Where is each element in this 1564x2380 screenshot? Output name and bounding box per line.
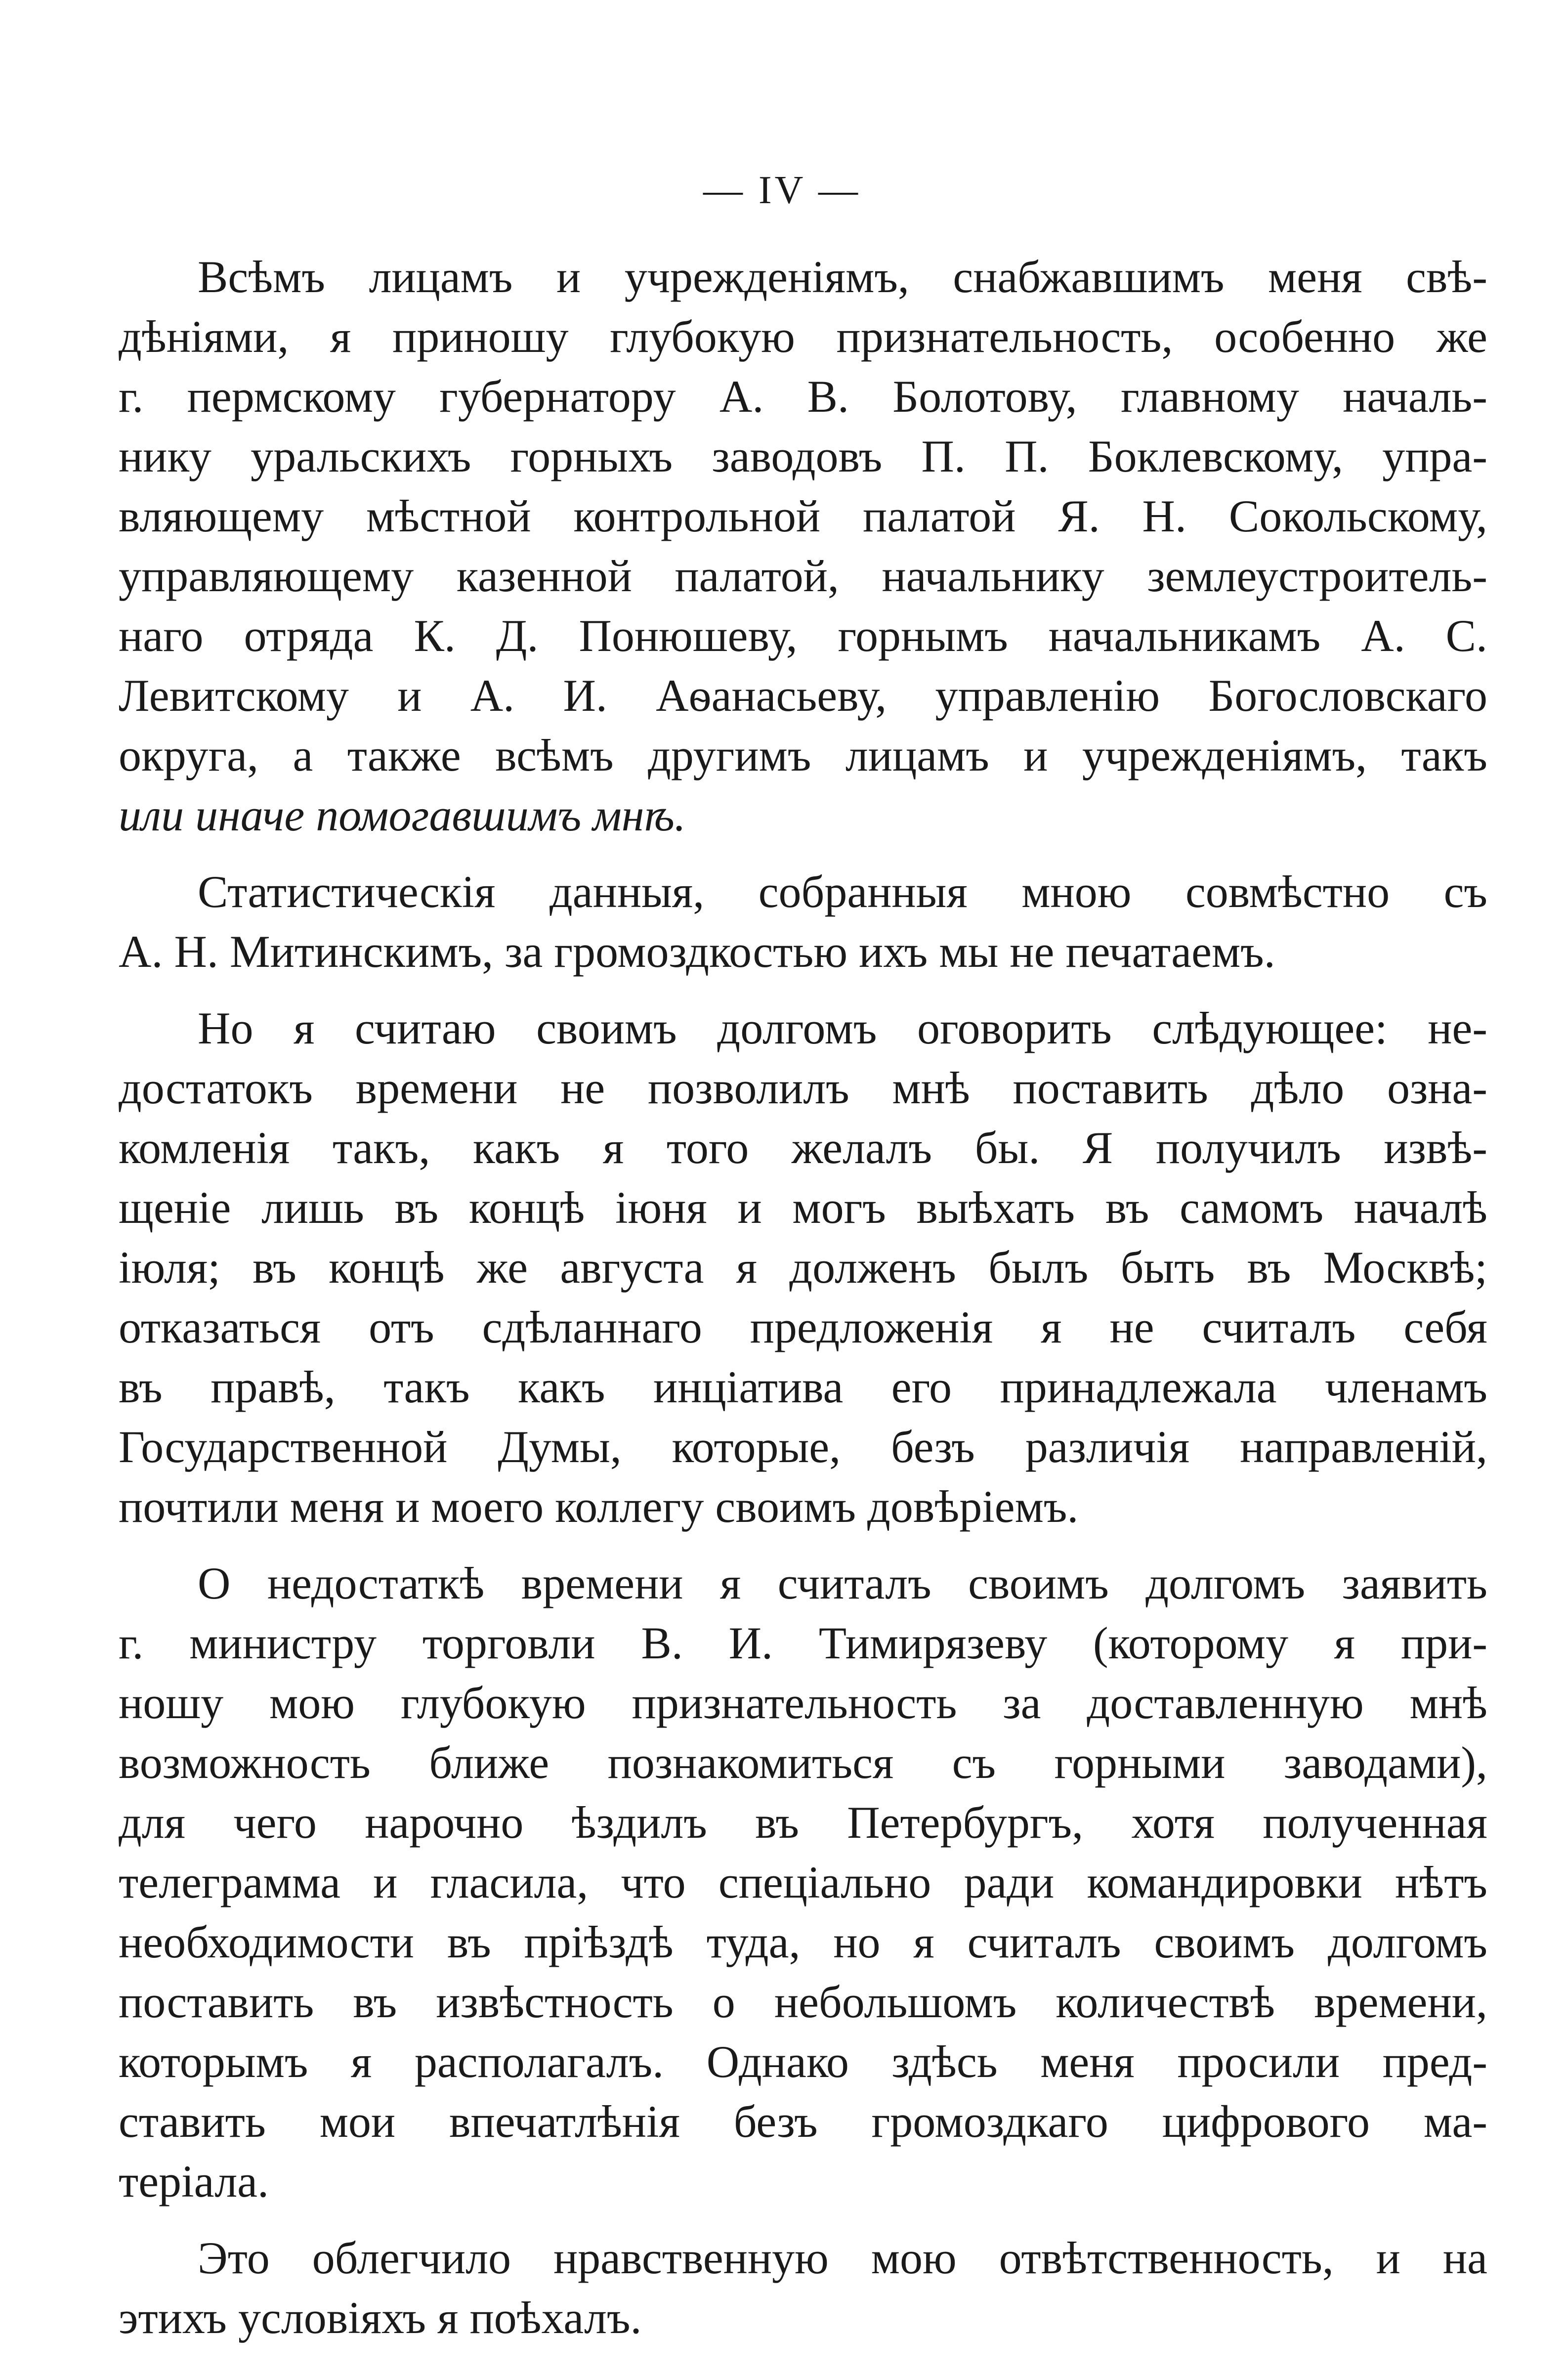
text-line: ставить мои впечатлѣнія безъ громоздкаго цифрового ма-: [119, 2096, 1487, 2147]
paragraph-5: [119, 2228, 1487, 2348]
text-line: которымъ я располагалъ. Однако здѣсь меня просили пред-: [119, 2036, 1487, 2087]
text-line: щеніе лишь въ концѣ іюня и могъ выѣхать въ самомъ началѣ: [119, 1182, 1487, 1233]
text-line: телеграмма и гласила, что спеціально ради командировки нѣтъ: [119, 1857, 1487, 1907]
text-line: дѣніями, я приношу глубокую признательность, особенно же: [119, 311, 1487, 362]
text-line: теріала.: [119, 2156, 269, 2207]
paragraph-2: [119, 862, 1487, 982]
text-line: комленія такъ, какъ я того желалъ бы. Я получилъ извѣ-: [119, 1123, 1487, 1173]
paragraph-4: [119, 1554, 1487, 2211]
text-line: поставить въ извѣстность о небольшомъ количествѣ времени,: [119, 1977, 1487, 2027]
text-line: Государственной Думы, которые, безъ различія направленій,: [119, 1422, 1487, 1472]
text-line: почтили меня и моего коллегу своимъ довѣріемъ.: [119, 1481, 1079, 1532]
text-line: для чего нарочно ѣздилъ въ Петербургъ, хотя полученная: [119, 1797, 1487, 1848]
text-line: Левитскому и А. И. Аѳанасьеву, управленію Богословскаго: [119, 670, 1487, 721]
text-line: Всѣмъ лицамъ и учрежденіямъ, снабжавшимъ меня свѣ-: [198, 252, 1487, 302]
text-line: вляющему мѣстной контрольной палатой Я. Н. Сокольскому,: [119, 491, 1487, 541]
text-line: г. министру торговли В. И. Тимирязеву (которому я при-: [119, 1618, 1487, 1668]
text-line: наго отряда К. Д. Понюшеву, горнымъ начальникамъ А. С.: [119, 610, 1487, 661]
text-line: нику уральскихъ горныхъ заводовъ П. П. Боклевскому, упра-: [119, 431, 1487, 481]
text-line: необходимости въ пріѣздѣ туда, но я считалъ своимъ долгомъ: [119, 1917, 1487, 1967]
text-line: округа, а также всѣмъ другимъ лицамъ и учрежденіямъ, такъ: [119, 730, 1487, 780]
text-line: въ правѣ, такъ какъ инціатива его принадлежала членамъ: [119, 1362, 1487, 1412]
text-line: управляющему казенной палатой, начальнику землеустроитель-: [119, 551, 1487, 601]
text-line: г. пермскому губернатору А. В. Болотову, главному началь-: [119, 371, 1487, 422]
text-line: достатокъ времени не позволилъ мнѣ поставить дѣло озна-: [119, 1063, 1487, 1113]
text-line: О недостаткѣ времени я считалъ своимъ долгомъ заявить: [198, 1558, 1487, 1608]
page-number: — IV —: [703, 169, 861, 212]
text-line: возможность ближе познакомиться съ горными заводами),: [119, 1737, 1487, 1788]
text-line: отказаться отъ сдѣланнаго предложенія я не считалъ себя: [119, 1302, 1487, 1352]
text-line: ношу мою глубокую признательность за доставленную мнѣ: [119, 1678, 1487, 1728]
text-line: А. Н. Митинскимъ, за громоздкостью ихъ мы не печатаемъ.: [119, 926, 1275, 977]
paragraph-3: [119, 998, 1487, 1537]
text-line: или иначе помогавшимъ мнѣ.: [119, 790, 686, 840]
text-line: Это облегчило нравственную мою отвѣтственность, и на: [198, 2233, 1487, 2283]
text-line: Статистическія данныя, собранныя мною совмѣстно съ: [198, 866, 1487, 917]
paragraph-1: [119, 247, 1487, 845]
text-line: іюля; въ концѣ же августа я долженъ былъ быть въ Москвѣ;: [119, 1242, 1487, 1293]
text-block: [119, 247, 1487, 2348]
text-line: Но я считаю своимъ долгомъ оговорить слѣдующее: не-: [198, 1003, 1487, 1053]
text-line: этихъ условіяхъ я поѣхалъ.: [119, 2293, 642, 2343]
